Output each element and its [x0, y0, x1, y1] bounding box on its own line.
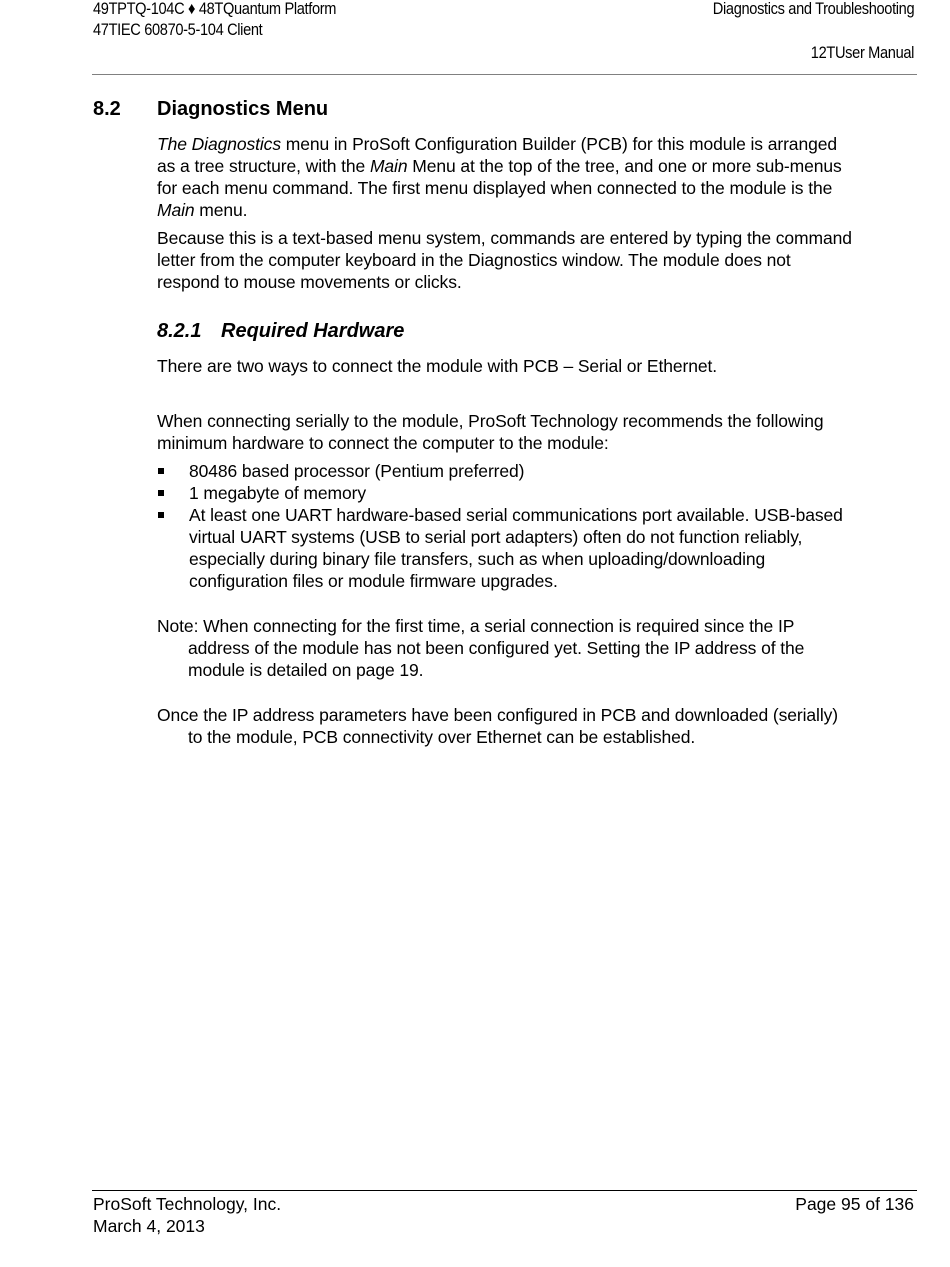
footer-divider — [92, 1190, 917, 1191]
section-number: 8.2 — [93, 98, 121, 120]
italic-text: Main — [369, 156, 408, 176]
ethernet-paragraph: Once the IP address parameters have been configured in PCB and downloaded (serially) to the module, PCB connectivity over Ethernet can be established. — [157, 705, 838, 747]
list-item-text: 80486 based processor (Pentium preferred) — [189, 461, 525, 481]
italic-text: The Diagnostics — [157, 134, 281, 154]
header-manual: 12TUser Manual — [810, 43, 914, 62]
list-item — [157, 504, 857, 592]
list-item-text: 1 megabyte of memory — [189, 483, 366, 503]
header-product: 49TPTQ-104C ♦ 48TQuantum Platform — [93, 0, 337, 18]
subsection-title: Required Hardware — [221, 320, 405, 342]
italic-text: Main — [157, 200, 195, 220]
subsection-paragraph-2: When connecting serially to the module, ProSoft Technology recommends the following minimum hardware to connect the computer to the module: — [157, 411, 824, 453]
section-paragraph-2: Because this is a text-based menu system, commands are entered by typing the command letter from the computer keyboard in the Diagnostics window. The module does not respond to mouse movements or clicks. — [157, 228, 852, 292]
list-item — [157, 460, 857, 482]
footer-page-number: Page 95 of 136 — [795, 1194, 914, 1214]
header-divider — [92, 74, 917, 75]
list-item — [157, 482, 857, 504]
subsection-heading — [157, 320, 404, 343]
subsection-number: 8.2.1 — [157, 320, 202, 342]
bullet-square-icon — [158, 512, 164, 518]
footer-company: ProSoft Technology, Inc. — [93, 1194, 282, 1214]
section-paragraph-1 — [157, 133, 857, 221]
bullet-square-icon — [158, 490, 164, 496]
paragraph-text: Menu at the top of the tree, and one or more sub-menus for each menu command. The first menu displayed when connected to the module is the — [157, 156, 842, 198]
hardware-list — [157, 460, 857, 592]
header-protocol: 47TIEC 60870-5-104 Client — [93, 20, 263, 39]
paragraph-text: menu in ProSoft Configuration Builder (PCB) for this module is arranged as a tree structure, with the — [157, 134, 837, 176]
bullet-square-icon — [158, 468, 164, 474]
subsection-paragraph-1: There are two ways to connect the module with PCB – Serial or Ethernet. — [157, 356, 717, 376]
paragraph-text: menu. — [194, 200, 248, 220]
header-chapter: Diagnostics and Troubleshooting — [712, 0, 914, 18]
note-paragraph: Note: When connecting for the first time, a serial connection is required since the IP address of the module has not been configured yet. Setting the IP address of the module is detailed on page 19. — [157, 616, 805, 680]
section-title: Diagnostics Menu — [157, 98, 329, 120]
footer-date: March 4, 2013 — [93, 1216, 205, 1236]
list-item-text: At least one UART hardware-based serial communications port available. USB-based virtual UART systems (USB to serial port adapters) often do not function reliably, especially during binary file transfers, such as when uploading/downloading configuration files or module firmware upgrades. — [189, 505, 843, 591]
